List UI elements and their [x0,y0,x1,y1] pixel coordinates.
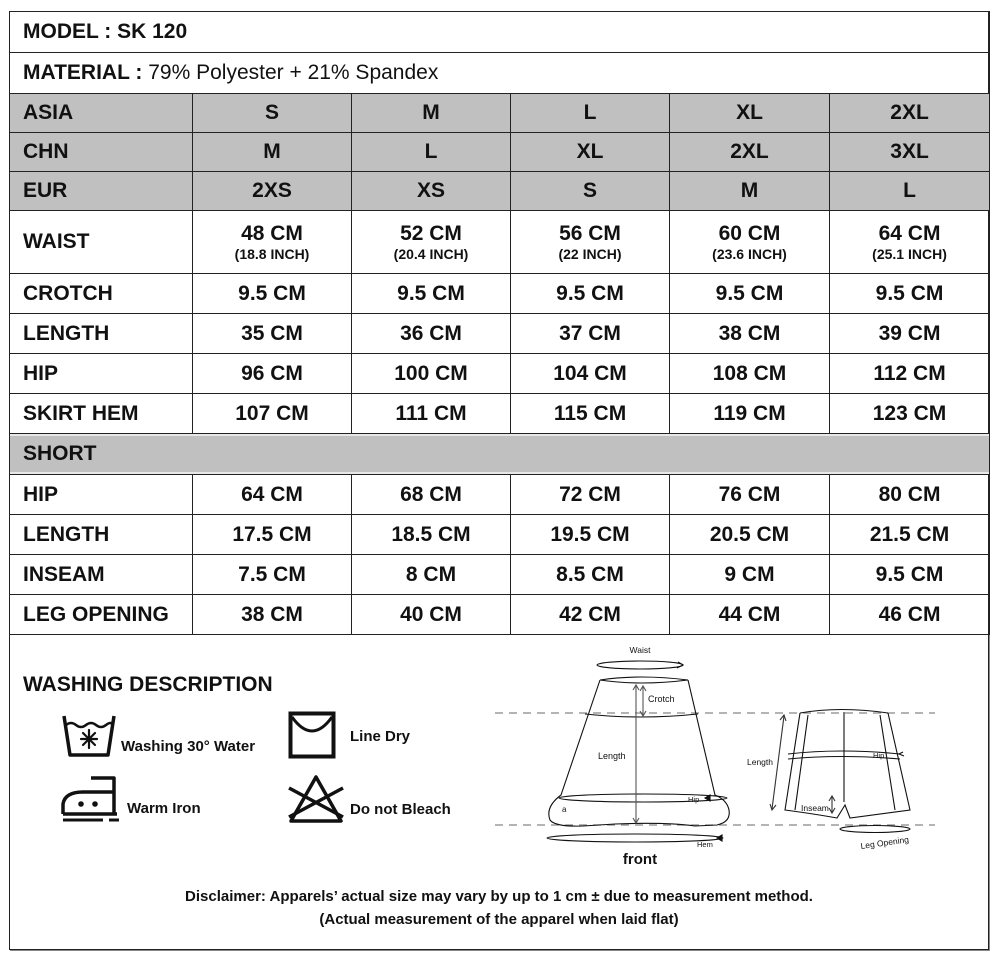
table-cell: 7.5 CM [193,555,352,595]
table-cell: 2XL [830,94,990,133]
table-row [10,394,990,434]
leg-opening-label: Leg Opening [859,834,910,851]
wash-30-icon [61,713,117,759]
model-row [10,12,990,53]
material-value: 79% Polyester + 21% Spandex [148,61,439,84]
table-row [10,515,990,555]
skirt-drawing [547,661,729,842]
table-cell: 40 CM [352,595,511,635]
table-cell: 39 CM [830,314,990,354]
size-chart-table [9,11,990,635]
waist-inch: (25.1 INCH) [872,246,947,263]
waist-row [10,211,990,274]
table-cell: 72 CM [511,475,670,515]
waist-cell [830,211,990,274]
table-cell: 100 CM [352,354,511,394]
table-row [10,274,990,314]
table-cell: XL [670,94,830,133]
waist-label: Waist [629,645,651,655]
table-cell: L [830,172,990,211]
table-cell: 111 CM [352,394,511,434]
warm-iron-icon [61,774,121,822]
table-cell: 9.5 CM [670,274,830,314]
disclaimer-line2: (Actual measurement of the apparel when laid flat) [319,911,679,928]
table-cell: 38 CM [670,314,830,354]
waist-cm: 48 CM [241,221,303,245]
table-cell: 68 CM [352,475,511,515]
table-cell: 42 CM [511,595,670,635]
care-label: Washing 30° Water [121,737,256,755]
table-row [10,475,990,515]
table-cell: S [193,94,352,133]
table-cell: 35 CM [193,314,352,354]
row-label: ASIA [10,94,193,133]
mark-label: a [562,805,567,814]
waist-inch: (18.8 INCH) [234,246,310,263]
model-label: MODEL : [23,20,112,43]
care-label: Warm Iron [127,799,201,817]
table-cell: 76 CM [670,475,830,515]
table-row [10,94,990,133]
table-row [10,133,990,172]
row-label: HIP [10,475,193,515]
hem-label: Hem [697,840,713,849]
row-label: SKIRT HEM [10,394,193,434]
table-cell: 108 CM [670,354,830,394]
shorts-hip-label: Hip [873,751,885,760]
table-cell: 112 CM [830,354,990,394]
length-label: Length [598,751,626,761]
table-cell: 64 CM [193,475,352,515]
table-row [10,354,990,394]
care-item-iron [61,774,201,822]
waist-cell [352,211,511,274]
table-cell: M [670,172,830,211]
table-row [10,172,990,211]
table-row [10,555,990,595]
waist-cell [511,211,670,274]
row-label: LENGTH [10,314,193,354]
row-label: HIP [10,354,193,394]
table-cell: 104 CM [511,354,670,394]
material-label: MATERIAL : [23,61,143,84]
table-cell: 9.5 CM [830,555,990,595]
table-cell: 46 CM [830,595,990,635]
table-cell: M [193,133,352,172]
row-label: LEG OPENING [10,595,193,635]
row-label: LENGTH [10,515,193,555]
short-section-label: SHORT [10,434,990,475]
care-item-wash [61,713,255,759]
table-cell: M [352,94,511,133]
table-cell: 2XL [670,133,830,172]
care-item-line-dry [288,711,410,759]
table-cell: 9.5 CM [352,274,511,314]
waist-cm: 52 CM [400,221,462,245]
shorts-length-label: Length [747,757,773,767]
table-row [10,314,990,354]
table-cell: XS [352,172,511,211]
short-section-row [10,434,990,475]
table-cell: 18.5 CM [352,515,511,555]
row-label: WAIST [10,211,193,274]
table-cell: 44 CM [670,595,830,635]
washing-title: WASHING DESCRIPTION [23,673,273,696]
table-cell: L [352,133,511,172]
waist-inch: (23.6 INCH) [712,246,787,263]
model-cell [10,12,990,53]
table-cell: 2XS [193,172,352,211]
table-cell: 9 CM [670,555,830,595]
table-cell: 8.5 CM [511,555,670,595]
table-cell: 37 CM [511,314,670,354]
table-cell: 9.5 CM [193,274,352,314]
table-row [10,595,990,635]
shorts-drawing [770,710,910,833]
measurement-diagram [495,642,960,874]
model-value: SK 120 [117,20,188,43]
row-label: CHN [10,133,193,172]
table-cell: 9.5 CM [511,274,670,314]
line-dry-icon [288,711,336,759]
table-cell: 36 CM [352,314,511,354]
table-cell: 38 CM [193,595,352,635]
waist-cm: 56 CM [559,221,621,245]
row-label: INSEAM [10,555,193,595]
material-row [10,53,990,94]
disclaimer-line1: Disclaimer: Apparels’ actual size may vary by up to 1 cm ± due to measurement method. [185,888,813,905]
table-cell: 80 CM [830,475,990,515]
waist-cm: 60 CM [718,221,781,245]
care-label: Line Dry [350,727,411,745]
table-cell: 17.5 CM [193,515,352,555]
inseam-label: Inseam [801,803,829,813]
table-cell: 119 CM [670,394,830,434]
table-cell: XL [511,133,670,172]
table-cell: 19.5 CM [511,515,670,555]
table-cell: 8 CM [352,555,511,595]
table-cell: 20.5 CM [670,515,830,555]
table-cell: 9.5 CM [830,274,990,314]
waist-cell [670,211,830,274]
material-cell [10,53,990,94]
table-cell: 96 CM [193,354,352,394]
table-cell: 115 CM [511,394,670,434]
table-cell: 21.5 CM [830,515,990,555]
waist-inch: (22 INCH) [558,246,622,263]
waist-inch: (20.4 INCH) [393,246,469,263]
table-cell: 123 CM [830,394,990,434]
hip-label: Hip [688,795,700,804]
table-cell: 3XL [830,133,990,172]
table-cell: 107 CM [193,394,352,434]
care-item-no-bleach [288,774,451,824]
waist-cell [193,211,352,274]
no-bleach-icon [288,774,344,824]
row-label: EUR [10,172,193,211]
table-cell: L [511,94,670,133]
waist-cm: 64 CM [878,221,941,245]
front-caption: front [622,851,658,868]
row-label: CROTCH [10,274,193,314]
care-label: Do not Bleach [350,800,451,818]
crotch-label: Crotch [648,694,675,704]
table-cell: S [511,172,670,211]
